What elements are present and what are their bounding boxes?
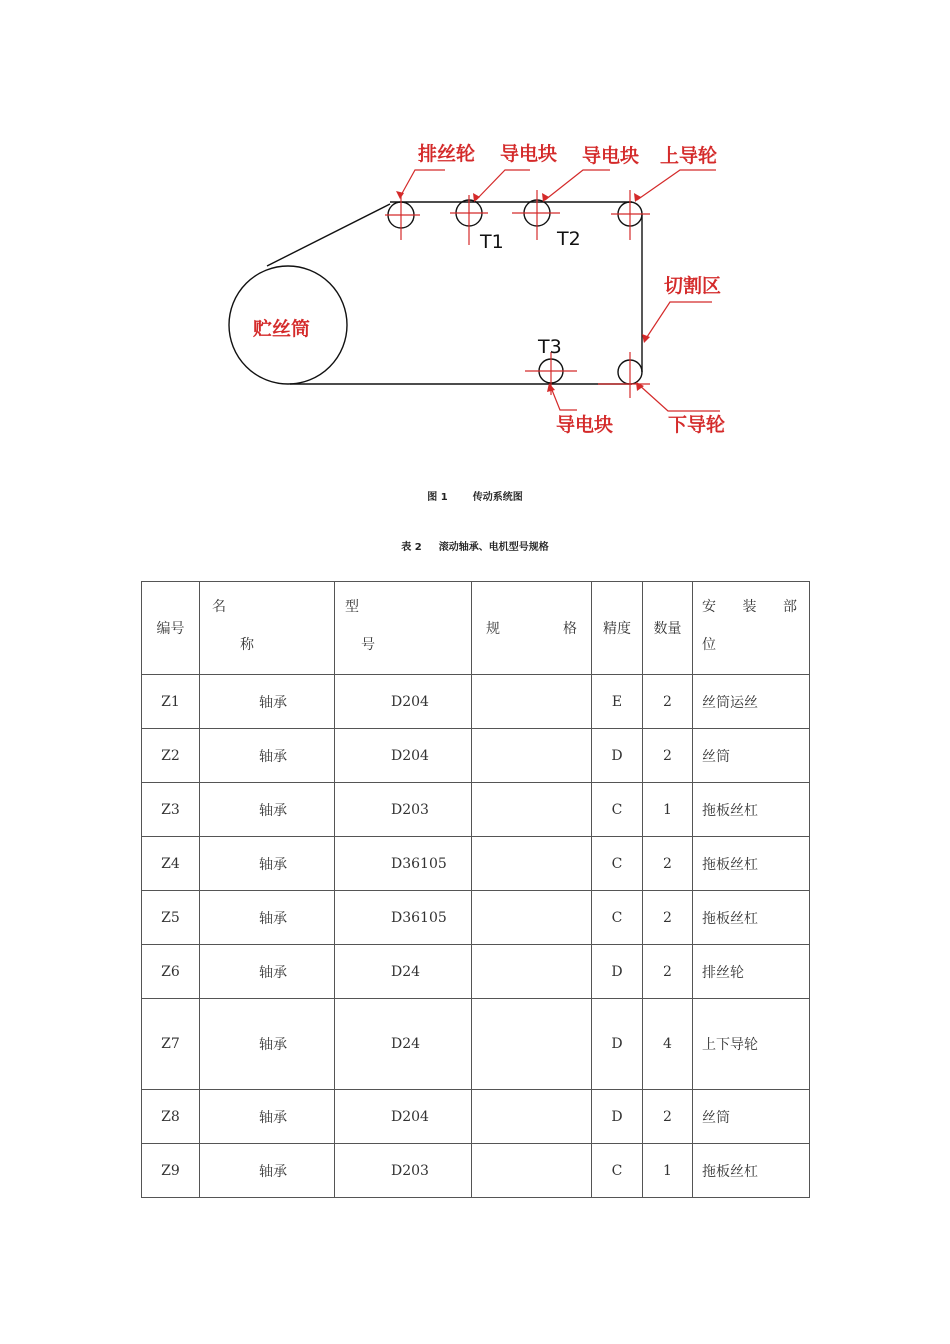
- header-name-b: 称: [240, 637, 254, 653]
- cell-id: Z4: [142, 837, 200, 891]
- table-row: [142, 1144, 810, 1198]
- header-spec-b: 格: [563, 621, 577, 637]
- bearing-spec-table: [141, 581, 810, 1198]
- cell-precision: C: [592, 1144, 643, 1198]
- table-row: [142, 999, 810, 1090]
- label-lower-guide-wheel: 下导轮: [668, 414, 726, 436]
- label-upper-guide-wheel: 上导轮: [660, 145, 718, 167]
- cell-spec: [472, 729, 592, 783]
- transmission-diagram: [0, 0, 950, 470]
- cell-qty: 2: [643, 675, 693, 729]
- header-id: 编号: [142, 582, 200, 675]
- cell-spec: [472, 837, 592, 891]
- cell-location: 拖板丝杠: [693, 783, 810, 837]
- cell-spec: [472, 945, 592, 999]
- table-row: [142, 729, 810, 783]
- table-header-row: [142, 582, 810, 675]
- table-title: 滚动轴承、电机型号规格: [438, 542, 549, 553]
- cell-precision: C: [592, 783, 643, 837]
- cell-model: D36105: [335, 891, 472, 945]
- table-row: [142, 783, 810, 837]
- label-conductive-block-2: 导电块: [582, 145, 640, 167]
- header-model-b: 号: [361, 637, 375, 653]
- cell-spec: [472, 1090, 592, 1144]
- table-row: [142, 675, 810, 729]
- cell-id: Z2: [142, 729, 200, 783]
- cell-location: 上下导轮: [693, 999, 810, 1090]
- header-spec-a: 规: [486, 621, 500, 637]
- header-loc-b: 装: [742, 599, 757, 615]
- header-model: [335, 582, 472, 675]
- cell-model: D204: [335, 675, 472, 729]
- label-t2: T2: [557, 228, 581, 250]
- figure-title: 传动系统图: [472, 492, 523, 503]
- header-model-a: 型: [345, 599, 359, 615]
- cell-precision: E: [592, 675, 643, 729]
- cell-model: D24: [335, 999, 472, 1090]
- cell-qty: 2: [643, 837, 693, 891]
- cell-model: D24: [335, 945, 472, 999]
- cell-spec: [472, 675, 592, 729]
- cell-name: 轴承: [200, 729, 335, 783]
- label-cutting-zone: 切割区: [664, 275, 722, 297]
- cell-location: 拖板丝杠: [693, 891, 810, 945]
- cell-id: Z5: [142, 891, 200, 945]
- table-row: [142, 1090, 810, 1144]
- label-conductive-block-1: 导电块: [500, 143, 558, 165]
- cell-model: D203: [335, 783, 472, 837]
- header-loc-a: 安: [702, 599, 716, 615]
- cell-qty: 2: [643, 891, 693, 945]
- cell-id: Z9: [142, 1144, 200, 1198]
- header-precision: 精度: [592, 582, 643, 675]
- table-number: 表 2: [401, 542, 422, 553]
- table-row: [142, 837, 810, 891]
- cell-name: 轴承: [200, 891, 335, 945]
- cell-precision: D: [592, 999, 643, 1090]
- cell-qty: 4: [643, 999, 693, 1090]
- cell-precision: C: [592, 891, 643, 945]
- cell-name: 轴承: [200, 1090, 335, 1144]
- label-wire-drum: 贮丝筒: [253, 318, 311, 340]
- cell-precision: D: [592, 1090, 643, 1144]
- cell-spec: [472, 783, 592, 837]
- cell-location: 排丝轮: [693, 945, 810, 999]
- cell-spec: [472, 1144, 592, 1198]
- cell-name: 轴承: [200, 837, 335, 891]
- cell-id: Z1: [142, 675, 200, 729]
- cell-id: Z3: [142, 783, 200, 837]
- cell-qty: 2: [643, 729, 693, 783]
- cell-model: D204: [335, 729, 472, 783]
- cell-location: 拖板丝杠: [693, 837, 810, 891]
- table-caption: [0, 538, 950, 553]
- header-name: [200, 582, 335, 675]
- cell-name: 轴承: [200, 783, 335, 837]
- cell-name: 轴承: [200, 945, 335, 999]
- cell-name: 轴承: [200, 999, 335, 1090]
- cell-name: 轴承: [200, 675, 335, 729]
- header-location: [693, 582, 810, 675]
- cell-spec: [472, 891, 592, 945]
- header-loc-c: 部: [783, 599, 797, 615]
- cell-id: Z7: [142, 999, 200, 1090]
- cell-qty: 1: [643, 1144, 693, 1198]
- cell-location: 丝筒: [693, 729, 810, 783]
- cell-id: Z6: [142, 945, 200, 999]
- table-row: [142, 945, 810, 999]
- cell-qty: 2: [643, 1090, 693, 1144]
- header-spec: [472, 582, 592, 675]
- cell-precision: C: [592, 837, 643, 891]
- cell-model: D203: [335, 1144, 472, 1198]
- label-t1: T1: [480, 231, 504, 253]
- figure-number: 图 1: [427, 492, 448, 503]
- cell-precision: D: [592, 729, 643, 783]
- cell-qty: 2: [643, 945, 693, 999]
- cell-location: 丝筒运丝: [693, 675, 810, 729]
- label-t3: T3: [538, 336, 562, 358]
- cell-id: Z8: [142, 1090, 200, 1144]
- cell-spec: [472, 999, 592, 1090]
- cell-precision: D: [592, 945, 643, 999]
- cell-location: 丝筒: [693, 1090, 810, 1144]
- label-wire-arrange-wheel: 排丝轮: [418, 143, 476, 165]
- wire-upper-diagonal: [267, 204, 390, 266]
- header-loc-d: 位: [702, 637, 716, 653]
- header-name-a: 名: [212, 599, 226, 615]
- cell-location: 拖板丝杠: [693, 1144, 810, 1198]
- label-conductive-block-3: 导电块: [556, 414, 614, 436]
- cell-model: D36105: [335, 837, 472, 891]
- cell-name: 轴承: [200, 1144, 335, 1198]
- cell-qty: 1: [643, 783, 693, 837]
- cell-model: D204: [335, 1090, 472, 1144]
- header-qty: 数量: [643, 582, 693, 675]
- figure-caption: [0, 488, 950, 503]
- table-row: [142, 891, 810, 945]
